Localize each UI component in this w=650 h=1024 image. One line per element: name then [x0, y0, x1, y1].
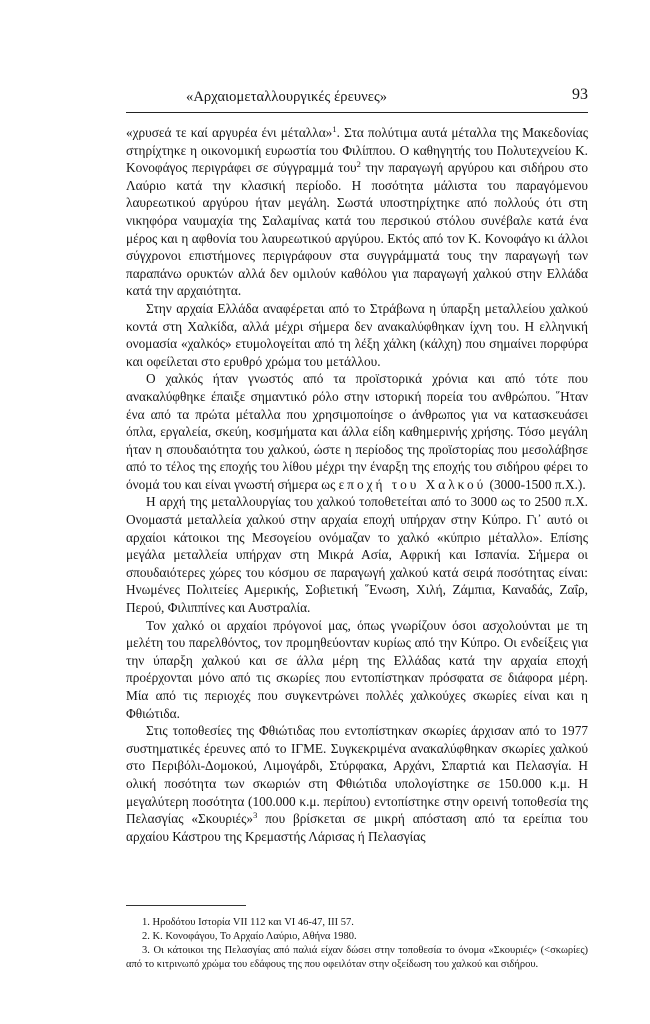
paragraph-1-quote: «χρυσεά τε καί αργυρέα ένι μέταλλα» [126, 125, 333, 140]
paragraph-1-text-cont: την παραγωγή αργύρου και σιδήρου στο Λαύριο κατά την κλασική περίοδο. Η ποσότητα μάλιστα του παραγόμενου λαυρεωτικού αργύρου ήταν μεγάλη. Σωστά υποστηρίχτηκε από πολλούς ότι στη νικηφόρα ναυμαχία της Σαλαμίνας κατά του περσικού στόλου συνέβαλε κατά ένα μέρος και η αφθονία του λαυρεωτικού αργύρου. Εκτός από τον Κ. Κονοφάγο κι άλλοι σύγχρονοι επιστήμονες περιγράφουν στα συγγράμματά τους την παραγωγή των παραπάνω ορυκτών αλλά δεν ομιλούν καθόλου για παραγωγή χαλκού στην Ελλάδα κατά την αρχαιότητα. [126, 160, 589, 299]
paragraph-6-text-cont: που βρίσκεται σε μικρή απόσταση από τα ερείπια του αρχαίου Κάστρου της Κρεμαστής Λάρισας ή Πελασγίας [126, 811, 588, 844]
footnote-3: 3. Οι κάτοικοι της Πελασγίας από παλιά είχαν δώσει στην τοποθεσία το όνομα «Σκουριές» (<σκωρίες) από το κιτρινωπό χρώμα του εδάφους της που οφειλόταν στην οξείδωση του χαλκού και σιδήρου. [126, 945, 588, 970]
paragraph-1 [126, 124, 588, 300]
page-header [126, 86, 588, 110]
main-text [126, 124, 588, 845]
footnote-ref-2: 2 [356, 159, 361, 170]
paragraph-3 [126, 370, 588, 493]
paragraph-6 [126, 722, 588, 845]
spaced-term: εποχή του Χαλκού [338, 476, 487, 492]
footnote-ref-3: 3 [253, 810, 258, 821]
footnote-2: 2. Κ. Κονοφάγου, Το Αρχαίο Λαύριο, Αθήνα 1980. [142, 931, 357, 942]
paragraph-1-text: . Στα πολύτιμα αυτά μέταλλα της Μακεδονίας στηρίχτηκε η οικονομική ευρωστία του Φιλίππου. Ο καθηγητής του Πολυτεχνείου Κ. Κονοφάγος περιγράφει σε σύγγραμμά του [126, 125, 588, 176]
paragraph-3-text: Ο χαλκός ήταν γνωστός από τα προϊστορικά χρόνια και από τότε που ανακαλύφθηκε έπαιξε σημαντικό ρόλο στην ιστορική πορεία του ανθρώπου. ῞Ηταν ένα από τα πρώτα μέταλλα που χρησιμοποίησε ο άνθρωπος για να κατασκευάσει όπλα, εργαλεία, σκεύη, κοσμήματα και άλλα είδη καθημερινής χρήσης. Τόσο μεγάλη ήταν η σπουδαιότητα του χαλκού, ώστε η περίοδος της προϊστορίας που μεσολάβησε από το τέλος της εποχής του λίθου μέχρι την έναρξη της εποχής του σιδήρου φέρει το όνομά του και είναι γνωστή σήμερα ως [126, 371, 588, 492]
header-rule [126, 112, 588, 113]
paragraph-2: Στην αρχαία Ελλάδα αναφέρεται από το Στράβωνα η ύπαρξη μεταλλείου χαλκού κοντά στη Χαλκίδα, αλλά μέχρι σήμερα δεν ανακαλύφθηκαν ίχνη του. Η ελληνική ονομασία «χαλκός» ετυμολογείται από τη λέξη χάλκη (κάλχη) που σημαίνει πορφύρα και οφείλεται στο ερυθρό χρώμα του μετάλλου. [126, 300, 588, 369]
running-title: «Αρχαιομεταλλουργικές έρευνες» [186, 89, 388, 105]
paragraph-6-text: Στις τοποθεσίες της Φθιώτιδας που εντοπίστηκαν σκωρίες άρχισαν από το 1977 συστηματικές έρευνες από το ΙΓΜΕ. Συγκεκριμένα ανακαλύφθηκαν σκωρίες χαλκού στο Περιβόλι-Δομοκού, Λιμογάρδι, Στύρφακα, Αρχάνι, Σπαρτιά και Πελασγία. Η ολική ποσότητα των σκωριών στη Φθιώτιδα υπολογίστηκε σε 150.000 κ.μ. Η μεγαλύτερη ποσότητα (100.000 κ.μ. περίπου) εντοπίστηκε στην ορεινή τοποθεσία της Πελασγίας «Σκουριές» [126, 723, 588, 827]
paragraph-3-dates: (3000-1500 π.Χ.). [486, 476, 586, 492]
page-number: 93 [572, 86, 588, 103]
footnote-ref-1: 1 [332, 124, 337, 134]
footnote-rule [126, 905, 246, 906]
paragraph-5: Τον χαλκό οι αρχαίοι πρόγονοί μας, όπως γνωρίζουν όσοι ασχολούνται με τη μελέτη του παρελθόντος, τον προμηθεύονταν κυρίως από την Κύπρο. Οι ενδείξεις για την ύπαρξη χαλκού και σε άλλα μέρη της Ελλάδας κατά την αρχαία εποχή προέρχονται μόνο από τις σκωρίες που εντοπίστηκαν πρόσφατα σε διάφορα μέρη. Μία από τις περιοχές που συγκεντρώνει πολλές χαλκούχες σκωρίες είναι και η Φθιώτιδα. [126, 617, 588, 721]
paragraph-4: Η αρχή της μεταλλουργίας του χαλκού τοποθετείται από το 3000 ως το 2500 π.Χ. Ονομαστά μεταλλεία χαλκού στην αρχαία εποχή υπήρχαν στην Κύπρο. Γι᾽ αυτό οι αρχαίοι κάτοικοι της Μεσογείου ονόμαζαν το χαλκό «κύπριο μέταλλο». Επίσης μεγάλα μεταλλεία υπήρχαν στη Μικρά Ασία, Αφρική και Ισπανία. Σήμερα οι σπουδαιότερες χώρες του κόσμου σε παραγωγή χαλκού κατά σειρά ποσότητας είναι: Ηνωμένες Πολιτείες Αμερικής, Σοβιετική ῞Ενωση, Χιλή, Ζάμπια, Καναδάς, Ζαΐρ, Περού, Φιλιππίνες και Αυστραλία. [126, 494, 588, 616]
footnote-1: 1. Ηροδότου Ιστορία VII 112 και VI 46-47, III 57. [142, 917, 354, 928]
footnotes [126, 916, 588, 972]
